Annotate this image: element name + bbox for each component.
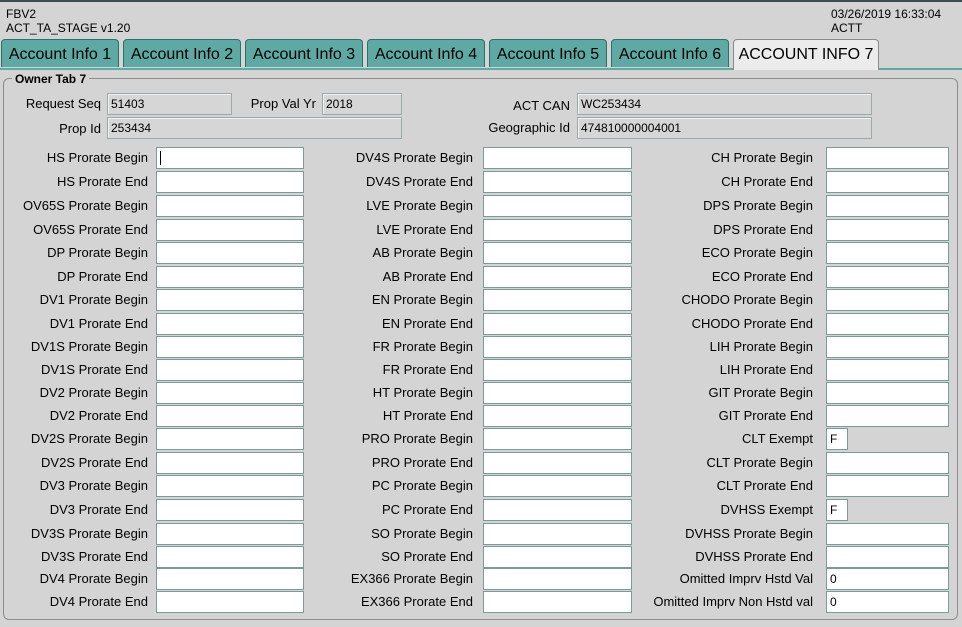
datetime: 03/26/2019 16:33:04	[831, 7, 942, 21]
omitted-imprv-hstd-val-field[interactable]: 0	[826, 568, 949, 590]
request-seq-label: Request Seq	[25, 96, 101, 111]
lih-prorate-begin-field[interactable]	[826, 336, 949, 358]
pc-prorate-begin-label: PC Prorate Begin	[371, 478, 473, 493]
ch-prorate-begin-field[interactable]	[826, 147, 949, 169]
clt-exempt-label: CLT Exempt	[741, 431, 813, 446]
pro-prorate-begin-label: PRO Prorate Begin	[361, 431, 473, 446]
dv1-prorate-begin-label: DV1 Prorate Begin	[39, 292, 148, 307]
so-prorate-end-label: SO Prorate End	[381, 549, 473, 564]
clt-prorate-end-field[interactable]	[826, 475, 949, 497]
dv3-prorate-begin-label: DV3 Prorate Begin	[39, 478, 148, 493]
dv4-prorate-begin-label: DV4 Prorate Begin	[39, 571, 148, 586]
dvhss-prorate-end-label: DVHSS Prorate End	[695, 549, 813, 564]
chodo-prorate-end-field[interactable]	[826, 313, 949, 335]
lve-prorate-begin-label: LVE Prorate Begin	[366, 198, 473, 213]
dv3-prorate-end-label: DV3 Prorate End	[49, 502, 148, 517]
tab-account-info-6[interactable]: Account Info 6	[611, 39, 729, 67]
act-can-field[interactable]: WC253434	[577, 93, 872, 115]
lih-prorate-begin-label: LIH Prorate Begin	[709, 339, 813, 354]
geographic-id-label: Geographic Id	[488, 120, 570, 135]
chodo-prorate-begin-label: CHODO Prorate Begin	[681, 292, 813, 307]
lih-prorate-end-field[interactable]	[826, 359, 949, 381]
pro-prorate-end-label: PRO Prorate End	[371, 455, 473, 470]
dv2-prorate-begin-label: DV2 Prorate Begin	[39, 385, 148, 400]
tab-account-info-2[interactable]: Account Info 2	[123, 39, 241, 67]
hs-prorate-end-label: HS Prorate End	[56, 174, 148, 189]
dp-prorate-end-label: DP Prorate End	[57, 269, 148, 284]
ex366-prorate-begin-label: EX366 Prorate Begin	[350, 571, 473, 586]
dv1s-prorate-begin-label: DV1S Prorate Begin	[30, 339, 148, 354]
dvhss-prorate-end-field[interactable]	[826, 546, 949, 568]
eco-prorate-begin-field[interactable]	[826, 242, 949, 264]
git-prorate-end-label: GIT Prorate End	[718, 408, 813, 423]
eco-prorate-end-label: ECO Prorate End	[711, 269, 813, 284]
git-prorate-begin-label: GIT Prorate Begin	[708, 385, 813, 400]
prop-val-yr-field[interactable]: 2018	[322, 93, 402, 115]
tab-bar	[0, 39, 962, 69]
ov65s-prorate-begin-label: OV65S Prorate Begin	[22, 198, 148, 213]
dvhss-exempt-field[interactable]: F	[826, 499, 848, 521]
window-top-border	[0, 0, 962, 2]
en-prorate-end-label: EN Prorate End	[381, 316, 473, 331]
dv3s-prorate-end-label: DV3S Prorate End	[41, 549, 148, 564]
act-can-label: ACT CAN	[513, 98, 570, 113]
hs-prorate-begin-label: HS Prorate Begin	[46, 150, 148, 165]
pc-prorate-end-label: PC Prorate End	[381, 502, 473, 517]
request-seq-field[interactable]: 51403	[107, 93, 232, 115]
text-cursor	[160, 151, 161, 165]
ht-prorate-begin-label: HT Prorate Begin	[372, 385, 473, 400]
chodo-prorate-begin-field[interactable]	[826, 289, 949, 311]
dv1s-prorate-end-label: DV1S Prorate End	[41, 362, 148, 377]
lve-prorate-end-label: LVE Prorate End	[376, 222, 473, 237]
clt-prorate-begin-field[interactable]	[826, 452, 949, 474]
prop-id-field[interactable]: 253434	[107, 117, 402, 139]
tab-account-info-1[interactable]: Account Info 1	[1, 39, 119, 67]
ch-prorate-end-field[interactable]	[826, 171, 949, 193]
ch-prorate-begin-label: CH Prorate Begin	[711, 150, 813, 165]
git-prorate-begin-field[interactable]	[826, 382, 949, 404]
chodo-prorate-end-label: CHODO Prorate End	[691, 316, 813, 331]
fr-prorate-end-label: FR Prorate End	[382, 362, 473, 377]
dv2s-prorate-begin-label: DV2S Prorate Begin	[30, 431, 148, 446]
ex366-prorate-end-label: EX366 Prorate End	[360, 594, 473, 609]
dvhss-prorate-begin-field[interactable]	[826, 523, 949, 545]
app-name: FBV2	[6, 7, 37, 21]
omitted-imprv-non-hstd-val-field[interactable]: 0	[826, 591, 949, 613]
so-prorate-begin-label: SO Prorate Begin	[371, 526, 473, 541]
dps-prorate-end-label: DPS Prorate End	[713, 222, 813, 237]
tab-account-info-3[interactable]: Account Info 3	[245, 39, 363, 67]
tab-account-info-7[interactable]: ACCOUNT INFO 7	[733, 39, 879, 70]
header-right	[831, 7, 941, 35]
prop-id-label: Prop Id	[59, 121, 101, 136]
dps-prorate-begin-label: DPS Prorate Begin	[703, 198, 813, 213]
ch-prorate-end-label: CH Prorate End	[721, 174, 813, 189]
ov65s-prorate-end-label: OV65S Prorate End	[33, 222, 148, 237]
dv4-prorate-end-label: DV4 Prorate End	[49, 594, 148, 609]
panel-title: Owner Tab 7	[12, 72, 89, 86]
eco-prorate-end-field[interactable]	[826, 266, 949, 288]
screen-code: ACTT	[831, 21, 863, 35]
tab-account-info-5[interactable]: Account Info 5	[489, 39, 607, 67]
header-left	[6, 7, 130, 35]
dv4s-prorate-begin-label: DV4S Prorate Begin	[355, 150, 473, 165]
ab-prorate-end-label: AB Prorate End	[382, 269, 473, 284]
fr-prorate-begin-label: FR Prorate Begin	[372, 339, 473, 354]
dvhss-prorate-begin-label: DVHSS Prorate Begin	[685, 526, 813, 541]
geographic-id-field[interactable]: 474810000004001	[577, 117, 872, 139]
git-prorate-end-field[interactable]	[826, 405, 949, 427]
en-prorate-begin-label: EN Prorate Begin	[371, 292, 473, 307]
eco-prorate-begin-label: ECO Prorate Begin	[701, 245, 813, 260]
prop-val-yr-label: Prop Val Yr	[250, 96, 316, 111]
clt-prorate-end-label: CLT Prorate End	[716, 478, 813, 493]
dv4s-prorate-end-label: DV4S Prorate End	[366, 174, 473, 189]
ab-prorate-begin-label: AB Prorate Begin	[372, 245, 473, 260]
dv2-prorate-end-label: DV2 Prorate End	[49, 408, 148, 423]
dv1-prorate-end-label: DV1 Prorate End	[49, 316, 148, 331]
dv3s-prorate-begin-label: DV3S Prorate Begin	[30, 526, 148, 541]
lih-prorate-end-label: LIH Prorate End	[719, 362, 813, 377]
ht-prorate-end-label: HT Prorate End	[382, 408, 473, 423]
tab-account-info-4[interactable]: Account Info 4	[367, 39, 485, 67]
dps-prorate-end-field[interactable]	[826, 219, 949, 241]
omitted-imprv-non-hstd-val-label: Omitted Imprv Non Hstd val	[653, 594, 813, 609]
omitted-imprv-hstd-val-label: Omitted Imprv Hstd Val	[679, 571, 813, 586]
dvhss-exempt-label: DVHSS Exempt	[720, 502, 813, 517]
dps-prorate-begin-field[interactable]	[826, 195, 949, 217]
dp-prorate-begin-label: DP Prorate Begin	[47, 245, 148, 260]
clt-exempt-field[interactable]: F	[826, 428, 848, 450]
dv2s-prorate-end-label: DV2S Prorate End	[41, 455, 148, 470]
module-name: ACT_TA_STAGE v1.20	[6, 21, 131, 35]
clt-prorate-begin-label: CLT Prorate Begin	[706, 455, 813, 470]
